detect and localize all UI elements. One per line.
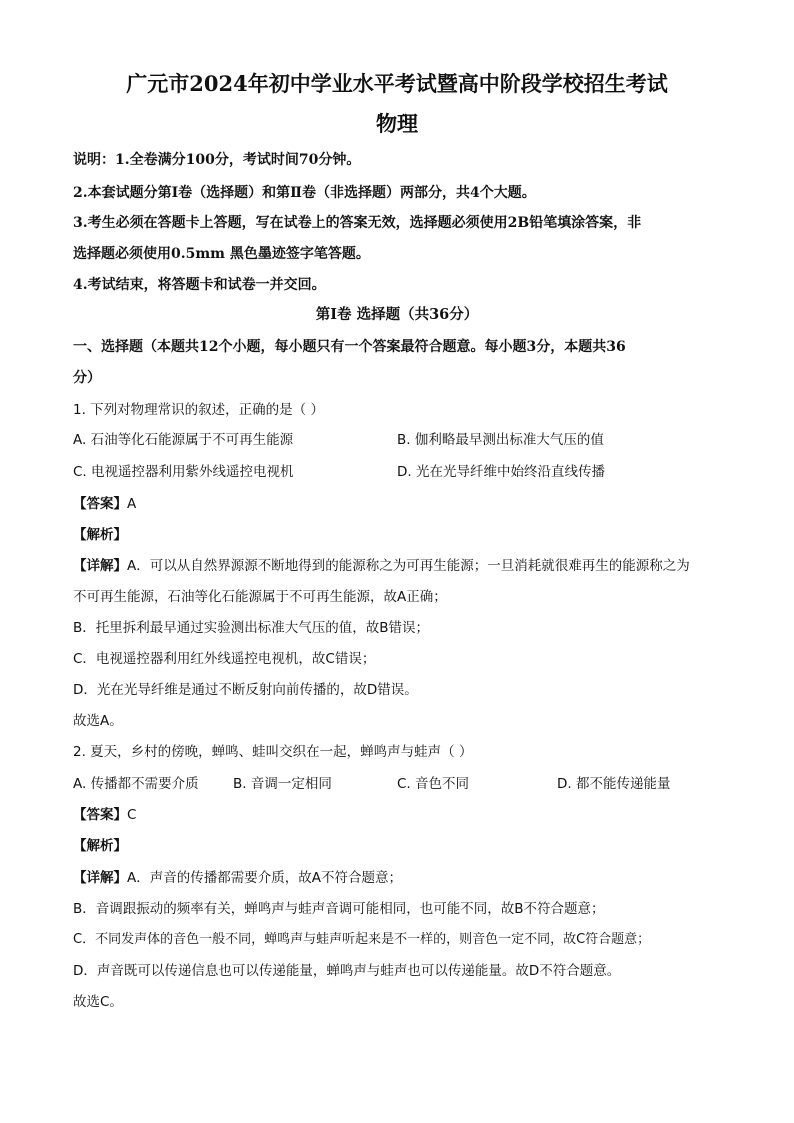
section-heading: 一、选择题（本题共12个小题，每小题只有一个答案最符合题意。每小题3分，本题共36 — [73, 339, 626, 355]
question-1-detail-4: C．电视遥控器利用红外线遥控电视机，故C错误； — [73, 651, 376, 667]
note-3-cont: 选择题必须使用0.5mm 黑色墨迹签字笔答题。 — [73, 246, 370, 262]
question-1-detail-2: 不可再生能源，石油等化石能源属于不可再生能源，故A正确； — [73, 589, 447, 605]
question-2-answer — [73, 805, 136, 825]
question-1-detail-5: D．光在光导纤维是通过不断反射向前传播的，故D错误。 — [73, 682, 418, 698]
note-1: 说明：1.全卷满分100分，考试时间70分钟。 — [73, 152, 361, 168]
question-1-option-b: B. 伽利略最早测出标准大气压的值 — [397, 432, 604, 448]
question-2-detail-2: B．音调跟振动的频率有关，蝉鸣声与蛙声音调可能相同，也可能不同，故B不符合题意； — [73, 901, 605, 917]
question-2-option-b: B. 音调一定相同 — [233, 776, 332, 792]
question-1-detail-3: B．托里拆利最早通过实验测出标准大气压的值，故B错误； — [73, 620, 430, 636]
answer-value: C — [127, 807, 137, 823]
question-1-stem: 1. 下列对物理常识的叙述，正确的是（ ） — [73, 402, 324, 418]
question-2-conclusion: 故选C。 — [73, 994, 123, 1010]
analysis-tag: 【解析】 — [73, 527, 127, 543]
detail-tag: 【详解】 — [73, 870, 127, 886]
question-2-option-d: D. 都不能传递能量 — [557, 776, 671, 792]
question-2-detail-4: D．声音既可以传递信息也可以传递能量，蝉鸣声与蛙声也可以传递能量。故D不符合题意。 — [73, 963, 621, 979]
section-heading-cont: 分） — [73, 370, 101, 386]
answer-tag: 【答案】 — [73, 807, 127, 823]
question-2-analysis — [73, 836, 127, 856]
exam-title: 广元市2024年初中学业水平考试暨高中阶段学校招生考试 — [126, 71, 668, 96]
subject-title: 物理 — [376, 111, 418, 136]
answer-value: A — [127, 496, 137, 512]
detail-tag: 【详解】 — [73, 558, 127, 574]
part1-heading: 第Ⅰ卷 选择题（共36分） — [315, 306, 479, 323]
question-1-detail-1 — [73, 556, 690, 576]
question-2-detail-1 — [73, 868, 402, 888]
note-3: 3.考生必须在答题卡上答题，写在试卷上的答案无效，选择题必须使用2B铅笔填涂答案，非 — [73, 215, 642, 231]
detail-text: A．声音的传播都需要介质，故A不符合题意； — [127, 870, 402, 886]
note-2: 2.本套试题分第Ⅰ卷（选择题）和第Ⅱ卷（非选择题）两部分，共4个大题。 — [73, 185, 536, 201]
question-1-conclusion: 故选A。 — [73, 713, 123, 729]
question-1-analysis — [73, 525, 127, 545]
question-1-option-c: C. 电视遥控器利用紫外线遥控电视机 — [73, 464, 294, 480]
question-2-option-c: C. 音色不同 — [397, 776, 470, 792]
answer-tag: 【答案】 — [73, 496, 127, 512]
question-2-detail-3: C．不同发声体的音色一般不同，蝉鸣声与蛙声听起来是不一样的，则音色一定不同，故C符合题意； — [73, 932, 651, 947]
question-2-option-a: A. 传播都不需要介质 — [73, 776, 199, 792]
question-1-option-a: A. 石油等化石能源属于不可再生能源 — [73, 432, 294, 448]
question-1-answer — [73, 494, 136, 514]
question-2-stem: 2. 夏天，乡村的傍晚，蝉鸣、蛙叫交织在一起，蝉鸣声与蛙声（ ） — [73, 744, 473, 760]
detail-text: A．可以从自然界源源不断地得到的能源称之为可再生能源；一旦消耗就很难再生的能源称之为 — [127, 558, 690, 574]
analysis-tag: 【解析】 — [73, 838, 127, 854]
question-1-option-d: D. 光在光导纤维中始终沿直线传播 — [397, 464, 605, 480]
note-4: 4.考试结束，将答题卡和试卷一并交回。 — [73, 277, 326, 293]
